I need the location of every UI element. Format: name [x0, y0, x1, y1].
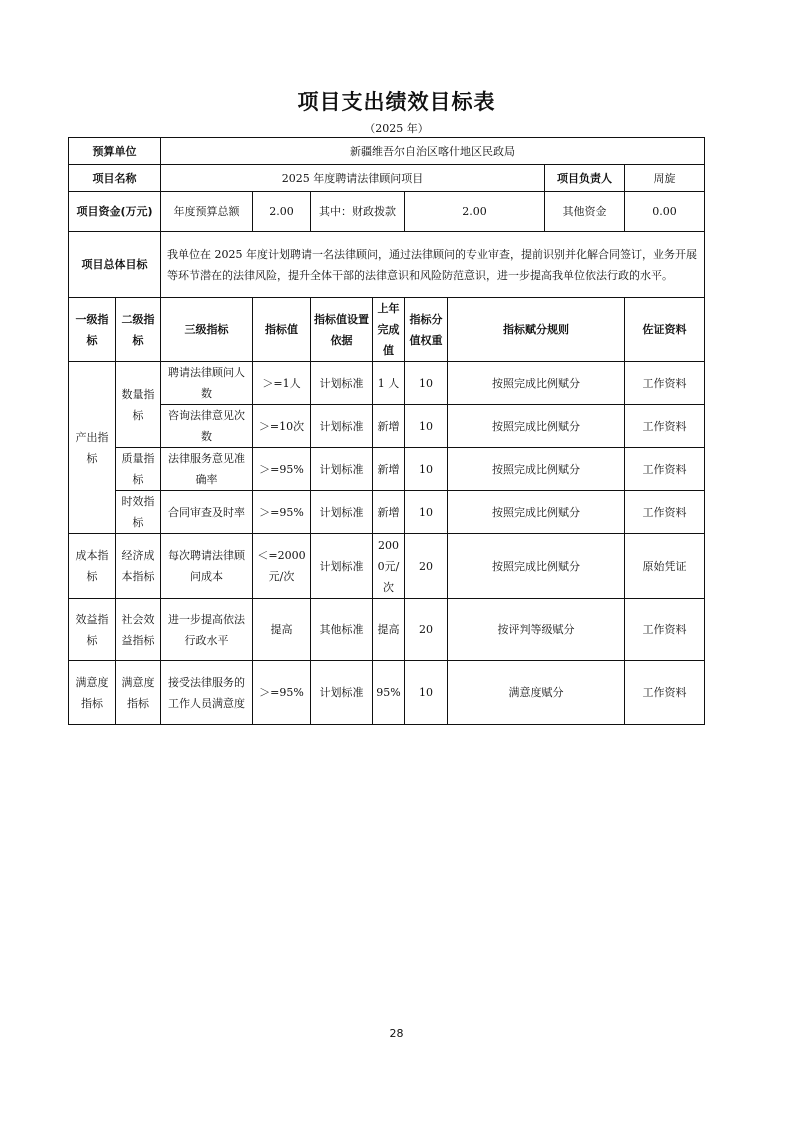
basis-cell: 其他标准	[311, 599, 373, 661]
annual-budget-value: 2.00	[253, 192, 311, 232]
value-cell: ＞=10次	[253, 405, 311, 448]
table-row	[69, 448, 705, 491]
evidence-cell: 工作资料	[625, 362, 705, 405]
level2-cell: 质量指标	[116, 448, 161, 491]
level2-cell: 社会效益指标	[116, 599, 161, 661]
table-row	[69, 491, 705, 534]
year-subtitle: （2025 年）	[364, 122, 429, 135]
budget-unit-value: 新疆维吾尔自治区喀什地区民政局	[161, 138, 705, 165]
column-header: 指标赋分规则	[448, 298, 625, 362]
column-header: 二级指标	[116, 298, 161, 362]
table-row	[69, 192, 705, 232]
column-header: 上年完成值	[373, 298, 405, 362]
level3-cell: 法律服务意见准确率	[161, 448, 253, 491]
prev-cell: 1 人	[373, 362, 405, 405]
weight-cell: 20	[405, 599, 448, 661]
basis-cell: 计划标准	[311, 661, 373, 725]
weight-cell: 20	[405, 534, 448, 599]
column-header-row	[69, 298, 705, 362]
prev-cell: 新增	[373, 491, 405, 534]
leader-label: 项目负责人	[545, 165, 625, 192]
value-cell: 提高	[253, 599, 311, 661]
level2-cell: 时效指标	[116, 491, 161, 534]
rule-cell: 按照完成比例赋分	[448, 534, 625, 599]
evidence-cell: 工作资料	[625, 448, 705, 491]
value-cell: ＜=2000元/次	[253, 534, 311, 599]
weight-cell: 10	[405, 362, 448, 405]
prev-cell: 2000元/次	[373, 534, 405, 599]
level3-cell: 咨询法律意见次数	[161, 405, 253, 448]
goal-value: 我单位在 2025 年度计划聘请一名法律顾问，通过法律顾问的专业审查，提前识别并化解合同签订，业务开展等环节潜在的法律风险，提升全体干部的法律意识和风险防范意识，进一步提高我单位依法行政的水平。	[161, 232, 705, 298]
level3-cell: 接受法律服务的工作人员满意度	[161, 661, 253, 725]
funds-label: 项目资金(万元)	[69, 192, 161, 232]
group-label-cost: 成本指标	[69, 534, 116, 599]
table-row	[69, 232, 705, 298]
prev-cell: 95%	[373, 661, 405, 725]
evidence-cell: 工作资料	[625, 491, 705, 534]
rule-cell: 按照完成比例赋分	[448, 405, 625, 448]
evidence-cell: 工作资料	[625, 405, 705, 448]
annual-budget-label: 年度预算总额	[161, 192, 253, 232]
level2-cell: 满意度指标	[116, 661, 161, 725]
basis-cell: 计划标准	[311, 448, 373, 491]
prev-cell: 提高	[373, 599, 405, 661]
value-cell: ＞=95%	[253, 661, 311, 725]
value-cell: ＞=95%	[253, 448, 311, 491]
level3-cell: 合同审查及时率	[161, 491, 253, 534]
project-name-label: 项目名称	[69, 165, 161, 192]
weight-cell: 10	[405, 405, 448, 448]
value-cell: ＞=95%	[253, 491, 311, 534]
rule-cell: 按照完成比例赋分	[448, 448, 625, 491]
table-row	[69, 362, 705, 405]
rule-cell: 满意度赋分	[448, 661, 625, 725]
column-header: 三级指标	[161, 298, 253, 362]
table-row	[69, 165, 705, 192]
group-label-output: 产出指标	[69, 362, 116, 534]
level3-cell: 聘请法律顾问人数	[161, 362, 253, 405]
rule-cell: 按评判等级赋分	[448, 599, 625, 661]
rule-cell: 按照完成比例赋分	[448, 362, 625, 405]
prev-cell: 新增	[373, 448, 405, 491]
evidence-cell: 原始凭证	[625, 534, 705, 599]
fiscal-value: 2.00	[405, 192, 545, 232]
performance-table	[68, 137, 705, 725]
prev-cell: 新增	[373, 405, 405, 448]
weight-cell: 10	[405, 448, 448, 491]
group-label-satisfaction: 满意度指标	[69, 661, 116, 725]
other-funds-label: 其他资金	[545, 192, 625, 232]
project-name-value: 2025 年度聘请法律顾问项目	[161, 165, 545, 192]
column-header: 一级指标	[69, 298, 116, 362]
evidence-cell: 工作资料	[625, 599, 705, 661]
basis-cell: 计划标准	[311, 362, 373, 405]
basis-cell: 计划标准	[311, 491, 373, 534]
column-header: 指标分值权重	[405, 298, 448, 362]
group-label-benefit: 效益指标	[69, 599, 116, 661]
level3-cell: 进一步提高依法行政水平	[161, 599, 253, 661]
level2-cell: 数量指标	[116, 362, 161, 448]
fiscal-label: 其中：财政拨款	[311, 192, 405, 232]
basis-cell: 计划标准	[311, 405, 373, 448]
table-row	[69, 599, 705, 661]
weight-cell: 10	[405, 661, 448, 725]
table-row	[69, 405, 705, 448]
rule-cell: 按照完成比例赋分	[448, 491, 625, 534]
column-header: 指标值	[253, 298, 311, 362]
level3-cell: 每次聘请法律顾问成本	[161, 534, 253, 599]
page-number: 28	[389, 1027, 404, 1040]
evidence-cell: 工作资料	[625, 661, 705, 725]
column-header: 指标值设置依据	[311, 298, 373, 362]
table-row	[69, 661, 705, 725]
table-row	[69, 138, 705, 165]
other-funds-value: 0.00	[625, 192, 705, 232]
column-header: 佐证资料	[625, 298, 705, 362]
table-row	[69, 534, 705, 599]
value-cell: ＞=1人	[253, 362, 311, 405]
page-title: 项目支出绩效目标表	[297, 90, 496, 114]
leader-value: 周旋	[625, 165, 705, 192]
level2-cell: 经济成本指标	[116, 534, 161, 599]
goal-label: 项目总体目标	[69, 232, 161, 298]
budget-unit-label: 预算单位	[69, 138, 161, 165]
basis-cell: 计划标准	[311, 534, 373, 599]
weight-cell: 10	[405, 491, 448, 534]
